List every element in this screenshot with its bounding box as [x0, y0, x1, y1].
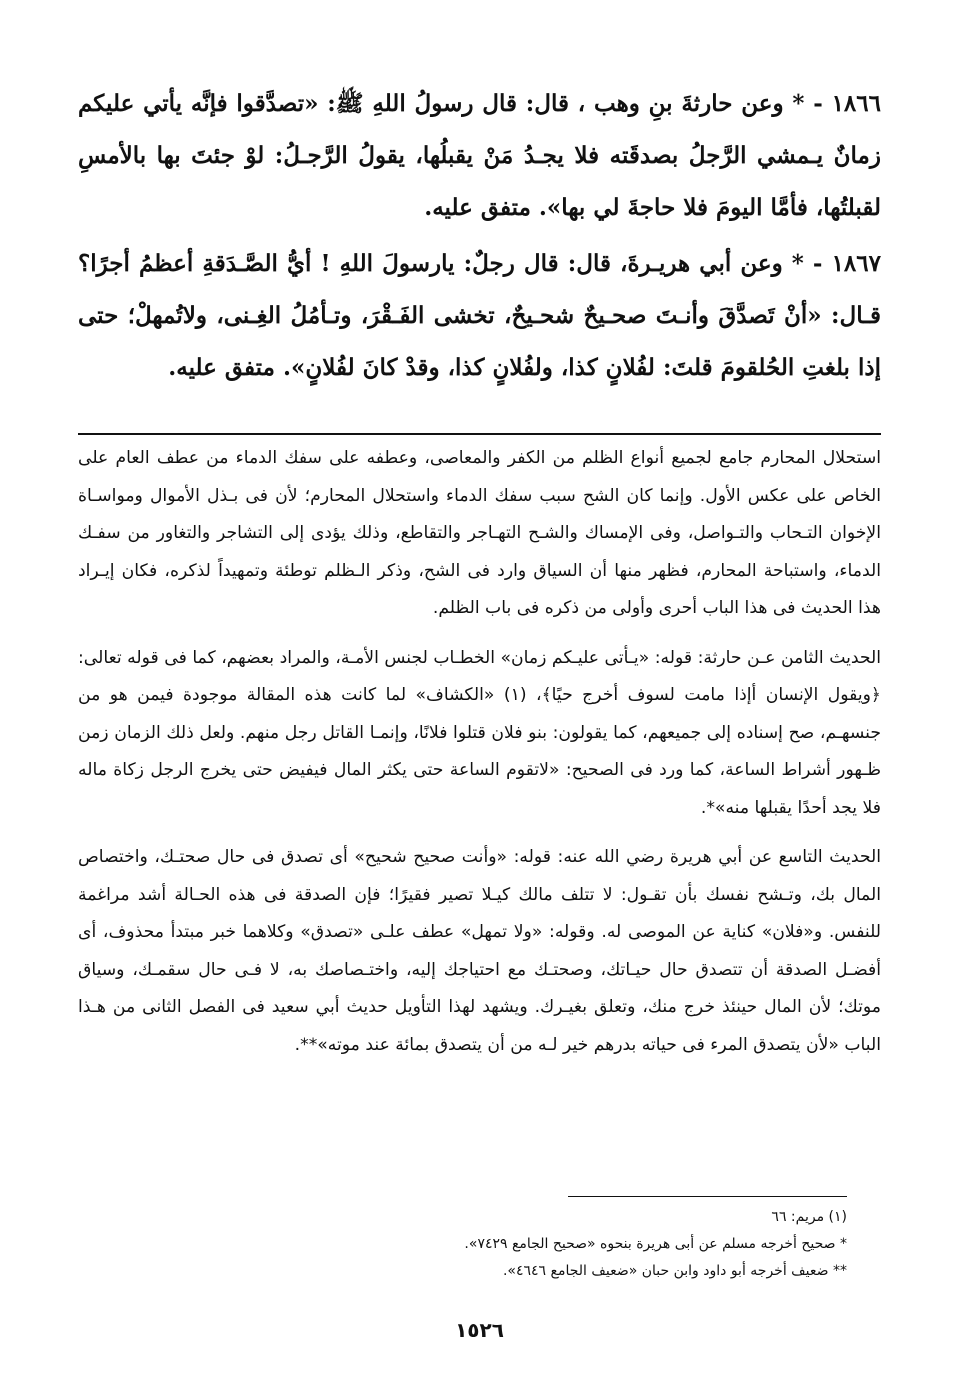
commentary-paragraph-3: الحديث التاسع عن أبي هريرة رضي الله عنه: قوله: «وأنت صحيح شحيح» أى تصدق فى حال صحتـك، واختصاص المال بك، وتـشح نفسك بأن تقـول: لا تتلف مالك كيـلا تصير فقيرًا؛ فإن الصدقة فى هذه الحـالة أشد مراغمة للنفس. و«فلان» كناية عن الموصى له. وقوله: «ولا تمهل» عطف علـى «تصدق» وكلاهما خبر مبتدأ محذوف، أى أفضـل الصدقة أن تتصدق حال حيـاتك، وصحتـك مع احتياجك إليه، واختـصاصك به، لا فـى حال سقمـك، وسياق موتك؛ لأن المال حينئذ خرج منك، وتعلق بغيـرك. ويشهد لهذا التأويل حديث أبي سعيد فى الفصل الثانى من هـذا الباب «لأن يتصدق المرء فى حياته بدرهم خير لـه من أن يتصدق بمائة عند موته»**. [78, 847, 881, 1055]
footnote-3: ** ضعيف أخرجه أبو داود وابن حبان «ضعيف الجامع ٤٦٤٦». [502, 1263, 847, 1279]
footnote-divider [568, 1196, 847, 1197]
footnote-1: (١) مريم: ٦٦ [771, 1209, 847, 1225]
commentary-section [78, 440, 881, 1064]
hadith-section [78, 78, 881, 394]
footnote-2: * صحيح أخرجه مسلم عن أبى هريرة بنحوه «صحيح الجامع ٧٤٢٩». [464, 1236, 847, 1252]
section-divider [78, 433, 881, 435]
page-number: ١٥٢٦ [455, 1318, 504, 1342]
footnotes [250, 1204, 847, 1285]
hadith-1866: ١٨٦٦ - * وعن حارثةَ بنِ وهب ، قال: قال رسولُ اللهِ ﷺ: «تصدَّقوا فإنَّه يأتي عليكم زمانٌ يـمشي الرَّجلُ بصدقَته فلا يجـدُ مَنْ يقبلُها، يقولُ الرَّجـلُ: لوْ جئتَ بها بالأمسِ لقبلتُها، فأمَّا اليومَ فلا حاجةَ لي بها». متفق عليه. [78, 90, 881, 221]
commentary-paragraph-2: الحديث الثامن عـن حارثة: قوله: «يـأتى عليـكم زمان» الخطـاب لجنس الأمـة، والمراد بعضهم، كما فى قوله تعالى: ﴿ويقول الإنسان أإذا مامت لسوف أخرج حيًا﴾، (١) «الكشاف» لما كانت هذه المقالة موجودة فيمن هو من جنسهـم، صح إسناده إلى جميعهم، كما يقولون: بنو فلان قتلوا فلانًا، وإنمـا القاتل رجل منهم. ولعل ذلك الزمان زمن ظـهور أشراط الساعة، كما ورد فى الصحيح: «لاتقوم الساعة حتى يكثر المال فيفيض حتى يخرج الرجل زكاة ماله فلا يجد أحدًا يقبلها منه»*. [78, 647, 881, 818]
hadith-1867: ١٨٦٧ - * وعن أبي هريـرةَ، قال: قال رجلٌ: يارسولَ اللهِ ! أيُّ الصَّـدَقةِ أعظمُ أجرًا؟ قـال: «أنْ تَصدَّقَ وأنـتَ صحـيحٌ شحـيحٌ، تخشى الفَـقْرَ، وتـأمُلُ الغِـنى، ولاتُمهلْ؛ حتى إذا بلغتِ الحُلقومَ قلتَ: لفُلانٍ كذا، ولفُلانٍ كذا، وقدْ كانَ لفُلانٍ». متفق عليه. [78, 250, 881, 381]
commentary-paragraph-1: استحلال المحارم جامع لجميع أنواع الظلم من الكفر والمعاصى، وعطفه على سفك الدماء من عطف العام على الخاص على عكس الأول. وإنما كان الشح سبب سفك الدماء واستحلال المحارم؛ لأن فى بـذل الأموال ومواسـاة الإخوان التـحاب والتـواصل، وفى الإمساك والشـح التهـاجر والتقاطع، وذلك يؤدى إلى التشاجر والتغاور من سفـك الدماء، واستباحة المحارم، فظهر منها أن السياق وارد فى الشح، وذكر الـظلم توطئة وتمهيداً لذكره، فكان إيـراد هذا الحديث فى هذا الباب أحرى وأولى من ذكره فى باب الظلم. [78, 448, 881, 618]
